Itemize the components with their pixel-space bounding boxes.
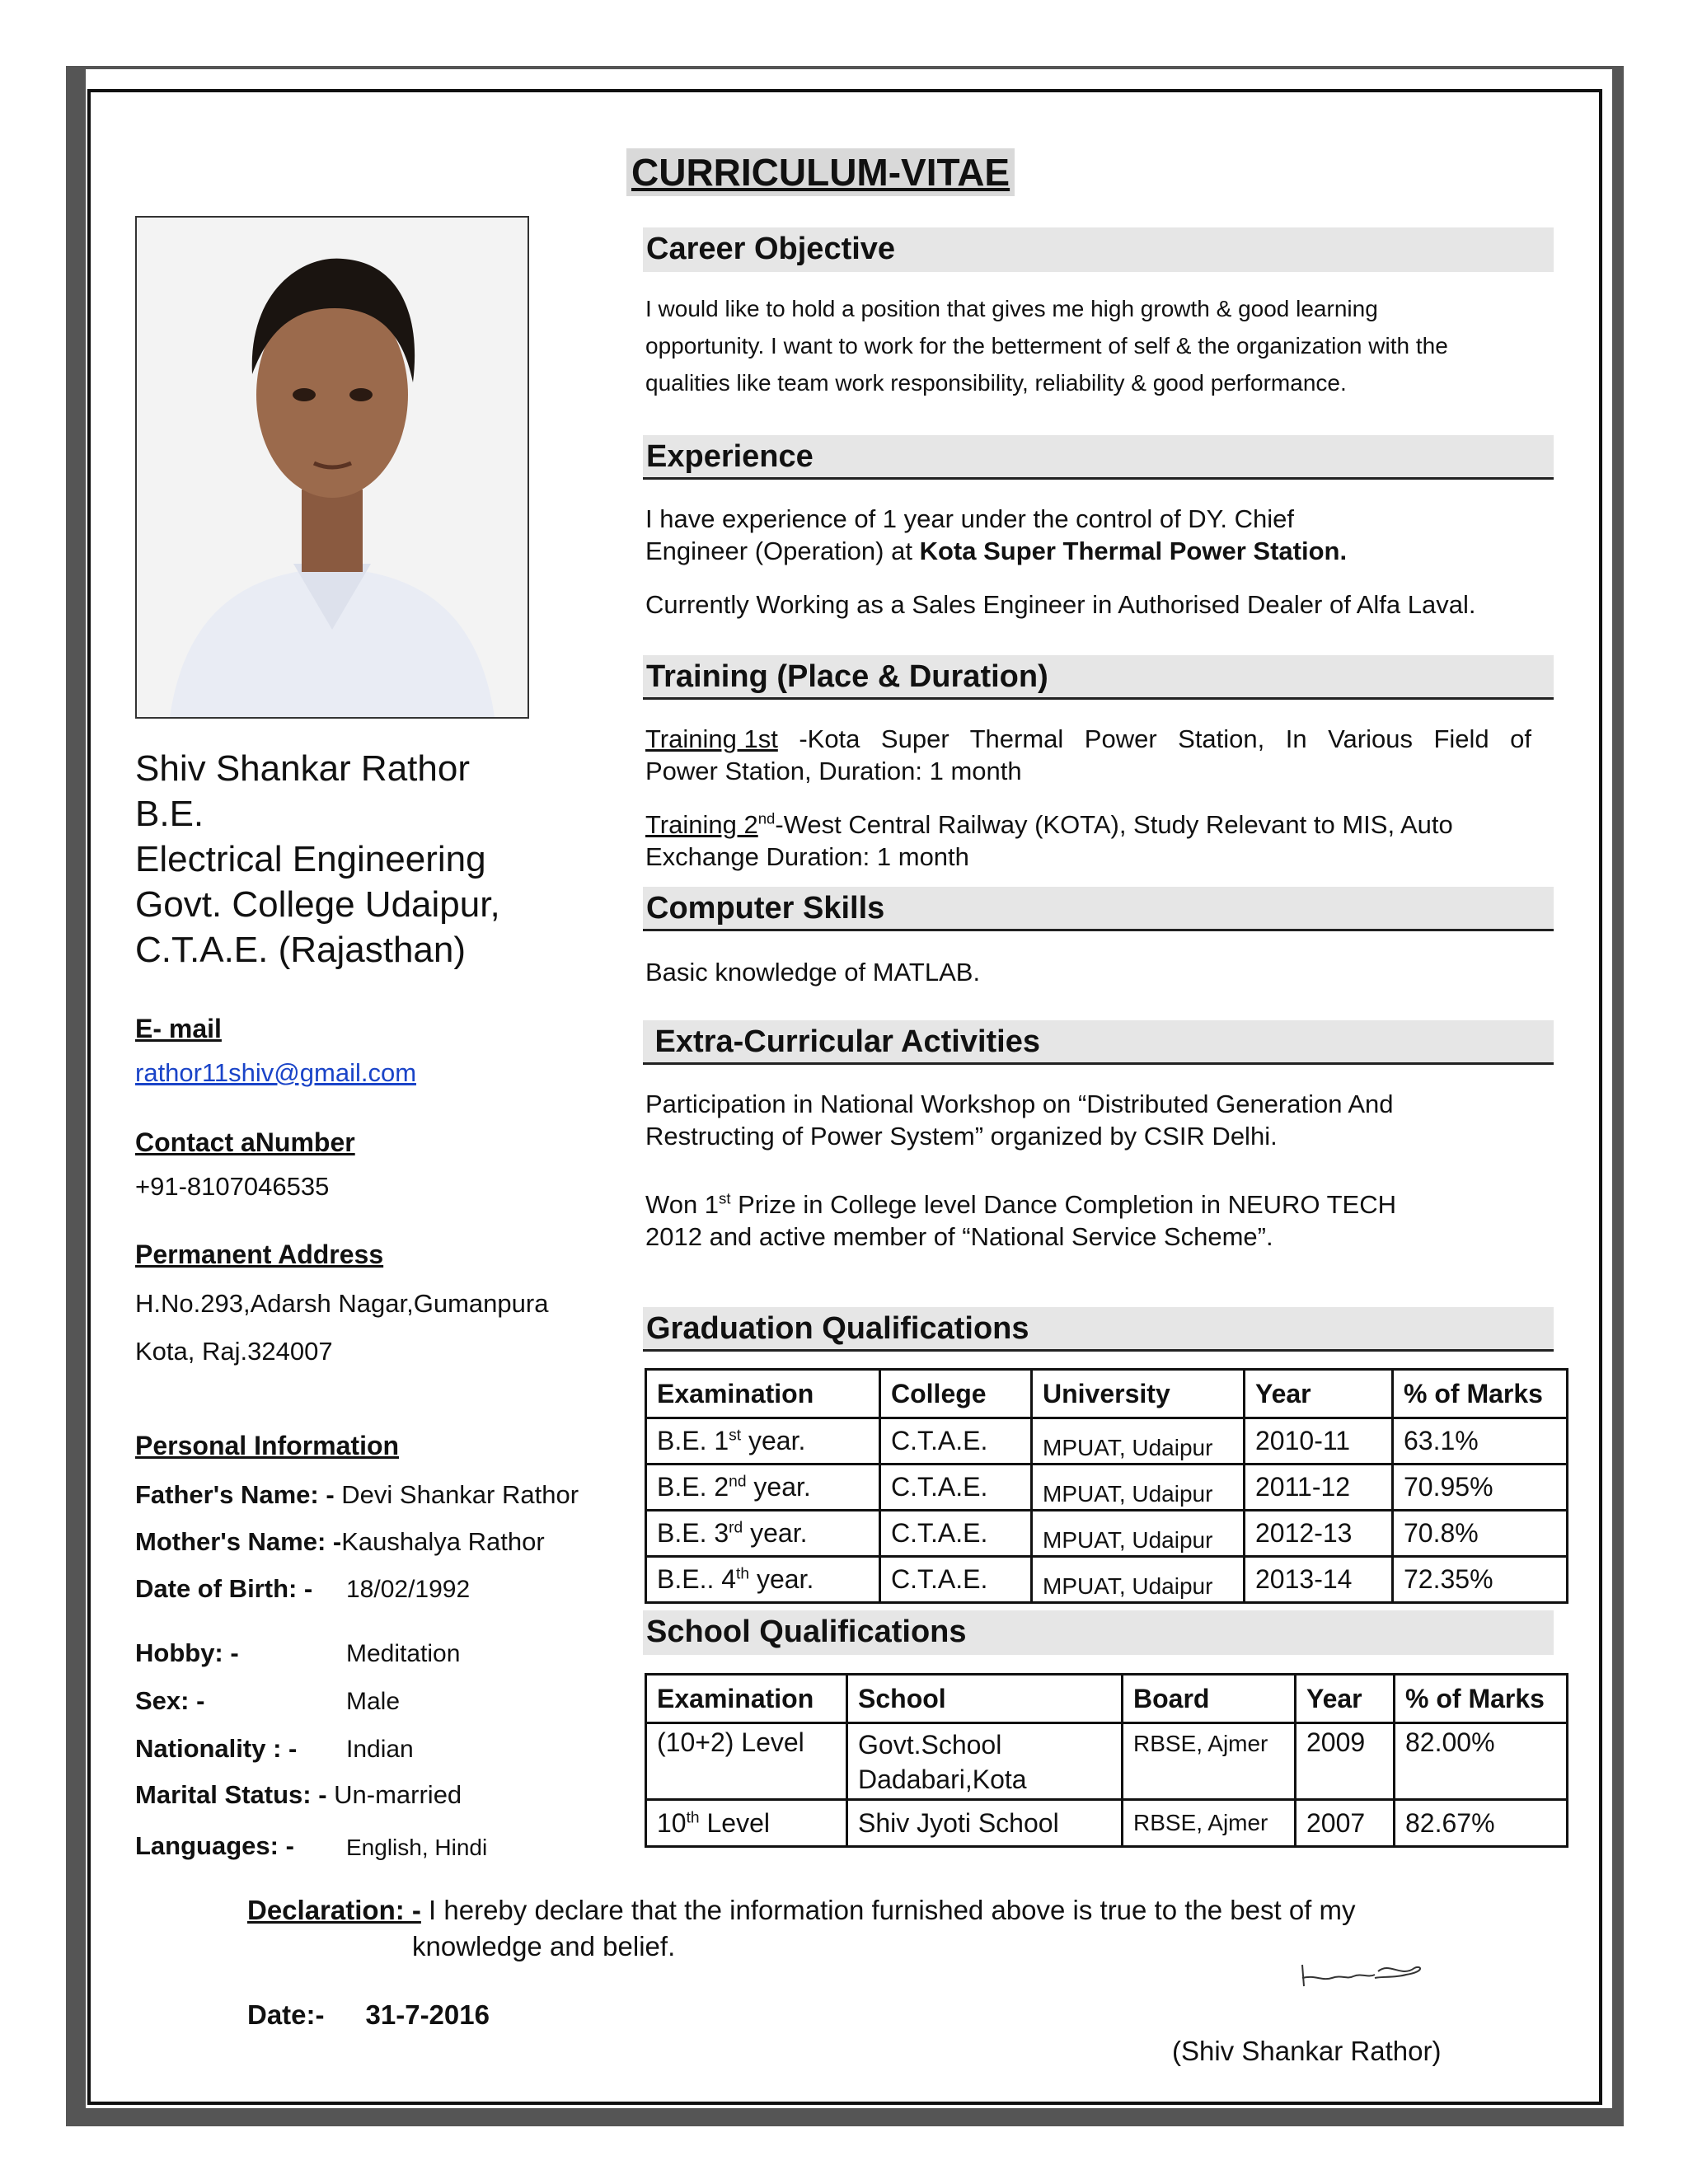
- experience-line-2: [645, 535, 1552, 567]
- career-objective-text: [645, 290, 1552, 401]
- board-cell: RBSE, Ajmer: [1123, 1723, 1296, 1800]
- phone-label: Contact aNumber: [135, 1127, 355, 1157]
- marital-value: Un-married: [326, 1780, 462, 1809]
- father-label: Father's Name: -: [135, 1480, 335, 1509]
- phone-number: +91-8107046535: [135, 1172, 330, 1201]
- declaration-label: Declaration: -: [247, 1895, 421, 1925]
- school-col-marks: % of Marks: [1395, 1675, 1568, 1723]
- school-col-board: Board: [1123, 1675, 1296, 1723]
- marks-cell: 82.67%: [1395, 1800, 1568, 1847]
- exam-cell: [646, 1511, 880, 1557]
- declaration-text-1: I hereby declare that the information furnished above is true to the best of my: [420, 1895, 1356, 1925]
- year-cell: 2010-11: [1245, 1418, 1393, 1465]
- graduation-col-marks: % of Marks: [1393, 1370, 1568, 1418]
- training-1-line-1: [645, 723, 1531, 755]
- school-name-line-2: Dadabari,Kota: [858, 1765, 1027, 1794]
- email-link[interactable]: rathor11shiv@gmail.com: [135, 1058, 417, 1087]
- year-cell: 2012-13: [1245, 1511, 1393, 1557]
- training-2-text: -West Central Railway (KOTA), Study Relevant to MIS, Auto: [775, 810, 1453, 839]
- personal-info-heading: Personal Information: [135, 1431, 400, 1460]
- exam-sup: st: [729, 1427, 742, 1445]
- experience-place: Kota Super Thermal Power Station.: [919, 537, 1348, 565]
- career-objective-line-1: I would like to hold a position that gives me high growth & good learning: [645, 296, 1378, 321]
- college-cell: C.T.A.E.: [880, 1511, 1032, 1557]
- profile-branch: Electrical Engineering: [135, 839, 486, 879]
- father-row: [135, 1480, 579, 1510]
- exam-text: B.E. 2: [657, 1472, 729, 1502]
- graduation-table: [645, 1368, 1568, 1604]
- table-row: [646, 1465, 1568, 1511]
- exam-cell: [646, 1800, 847, 1847]
- extra-curricular-p1-line-1: Participation in National Workshop on “Distributed Generation And: [645, 1090, 1394, 1118]
- year-cell: 2013-14: [1245, 1557, 1393, 1603]
- school-col-examination: Examination: [646, 1675, 847, 1723]
- university-cell: MPUAT, Udaipur: [1032, 1557, 1245, 1603]
- languages-label: Languages: -: [135, 1831, 294, 1860]
- experience-line-3: Currently Working as a Sales Engineer in Authorised Dealer of Alfa Laval.: [645, 590, 1476, 619]
- extra-curricular-text: [645, 1088, 1552, 1253]
- address-line-2: Kota, Raj.324007: [135, 1337, 333, 1366]
- career-objective-line-3: qualities like team work responsibility, reliability & good performance.: [645, 370, 1347, 396]
- declaration: [247, 1892, 1484, 1965]
- date-label: Date:-: [247, 1999, 325, 2030]
- year-cell: 2009: [1296, 1723, 1395, 1800]
- marks-cell: 63.1%: [1393, 1418, 1568, 1465]
- training-heading: Training (Place & Duration): [643, 655, 1554, 700]
- date-value: 31-7-2016: [365, 1999, 490, 2030]
- university-cell: MPUAT, Udaipur: [1032, 1418, 1245, 1465]
- table-row: [646, 1800, 1568, 1847]
- career-objective-line-2: opportunity. I want to work for the betterment of self & the organization with the: [645, 333, 1448, 359]
- school-table: [645, 1673, 1568, 1848]
- table-row: [646, 1557, 1568, 1603]
- nationality-value: Indian: [346, 1736, 414, 1763]
- year-cell: 2011-12: [1245, 1465, 1393, 1511]
- exam-suffix: Level: [699, 1807, 770, 1838]
- computer-skills-heading: Computer Skills: [643, 887, 1554, 931]
- mother-value: Kaushalya Rathor: [341, 1527, 545, 1556]
- table-row: [646, 1723, 1568, 1800]
- dob-row: [135, 1574, 312, 1604]
- exam-suffix: year.: [746, 1472, 811, 1502]
- school-col-school: School: [847, 1675, 1123, 1723]
- profile-photo: [135, 216, 529, 719]
- nationality-label: Nationality : -: [135, 1734, 298, 1763]
- marital-label: Marital Status: -: [135, 1780, 327, 1809]
- languages-value: English, Hindi: [346, 1835, 488, 1860]
- exam-text: B.E.. 4: [657, 1564, 737, 1594]
- graduation-col-college: College: [880, 1370, 1032, 1418]
- marks-cell: 82.00%: [1395, 1723, 1568, 1800]
- hobby-label: Hobby: -: [135, 1638, 239, 1667]
- document-title: CURRICULUM-VITAE: [626, 148, 1015, 196]
- school-heading: School Qualifications: [643, 1610, 1554, 1655]
- school-name-line-1: Govt.School: [858, 1730, 1002, 1760]
- marks-cell: 70.8%: [1393, 1511, 1568, 1557]
- college-cell: C.T.A.E.: [880, 1418, 1032, 1465]
- signature-name: (Shiv Shankar Rathor): [1172, 2036, 1442, 2066]
- exam-suffix: year.: [749, 1564, 814, 1594]
- college-cell: C.T.A.E.: [880, 1465, 1032, 1511]
- extra-curricular-p2-line-2: 2012 and active member of “National Service Scheme”.: [645, 1222, 1273, 1251]
- training-1-text: -Kota Super Thermal Power Station, In Various Field of: [777, 724, 1531, 753]
- university-cell: MPUAT, Udaipur: [1032, 1511, 1245, 1557]
- exam-cell: (10+2) Level: [646, 1723, 847, 1800]
- profile-college: Govt. College Udaipur,: [135, 884, 500, 925]
- address-line-1: H.No.293,Adarsh Nagar,Gumanpura: [135, 1289, 549, 1318]
- mother-label: Mother's Name: -: [135, 1527, 342, 1556]
- extra-curricular-p2-post: Prize in College level Dance Completion in NEURO TECH: [730, 1190, 1396, 1219]
- profile-degree: B.E.: [135, 794, 204, 834]
- extra-curricular-p1-line-2: Restructing of Power System” organized by CSIR Delhi.: [645, 1122, 1278, 1151]
- exam-cell: [646, 1465, 880, 1511]
- school-cell: [847, 1723, 1123, 1800]
- exam-sup: th: [736, 1565, 750, 1583]
- experience-line-1: I have experience of 1 year under the control of DY. Chief: [645, 504, 1294, 533]
- school-cell: Shiv Jyoti School: [847, 1800, 1123, 1847]
- declaration-line-1: [247, 1892, 1484, 1929]
- date-line: [247, 1999, 490, 2031]
- marks-cell: 70.95%: [1393, 1465, 1568, 1511]
- email-label: E- mail: [135, 1014, 222, 1043]
- graduation-col-examination: Examination: [646, 1370, 880, 1418]
- training-2-sup: nd: [757, 809, 776, 827]
- year-cell: 2007: [1296, 1800, 1395, 1847]
- training-2-line-1: [645, 808, 1531, 841]
- graduation-col-university: University: [1032, 1370, 1245, 1418]
- dob-value: 18/02/1992: [346, 1576, 471, 1603]
- experience-text: [645, 503, 1552, 621]
- profile-name: Shiv Shankar Rathor: [135, 748, 470, 789]
- training-1-label: Training 1st: [645, 724, 778, 753]
- experience-line-2a: Engineer (Operation) at: [645, 537, 920, 565]
- profile-college-2: C.T.A.E. (Rajasthan): [135, 930, 467, 970]
- address-label: Permanent Address: [135, 1240, 384, 1269]
- training-1-line-2: Power Station, Duration: 1 month: [645, 757, 1022, 785]
- exam-suffix: year.: [743, 1518, 808, 1548]
- sex-value: Male: [346, 1688, 401, 1715]
- training-text: [645, 723, 1531, 873]
- graduation-table-header: [646, 1370, 1568, 1418]
- mother-row: [135, 1527, 545, 1557]
- exam-sup: rd: [729, 1519, 743, 1537]
- graduation-heading: Graduation Qualifications: [643, 1307, 1554, 1352]
- school-col-year: Year: [1296, 1675, 1395, 1723]
- exam-sup: th: [686, 1808, 700, 1826]
- hobby-row: [135, 1638, 239, 1668]
- computer-skills-text: Basic knowledge of MATLAB.: [645, 958, 981, 987]
- hobby-value: Meditation: [346, 1640, 461, 1667]
- exam-text: B.E. 1: [657, 1426, 729, 1455]
- extra-curricular-p2-line-1: [645, 1188, 1552, 1221]
- extra-curricular-p2-pre: Won 1: [645, 1190, 720, 1219]
- experience-heading: Experience: [643, 435, 1554, 480]
- marital-row: [135, 1780, 462, 1810]
- father-value: Devi Shankar Rathor: [334, 1480, 579, 1509]
- college-cell: C.T.A.E.: [880, 1557, 1032, 1603]
- sex-label: Sex: -: [135, 1686, 205, 1715]
- exam-text: B.E. 3: [657, 1518, 729, 1548]
- extra-curricular-heading: Extra-Curricular Activities: [643, 1020, 1554, 1065]
- career-objective-heading: Career Objective: [643, 227, 1554, 272]
- graduation-col-year: Year: [1245, 1370, 1393, 1418]
- exam-suffix: year.: [741, 1426, 806, 1455]
- training-2-line-2: Exchange Duration: 1 month: [645, 842, 969, 871]
- profile-summary: [135, 746, 500, 972]
- declaration-line-2: knowledge and belief.: [412, 1931, 676, 1961]
- training-2-label: Training 2: [645, 810, 758, 839]
- exam-sup: nd: [729, 1473, 747, 1491]
- signature-image: [1299, 1953, 1431, 1994]
- exam-cell: [646, 1557, 880, 1603]
- exam-text: 10: [657, 1807, 687, 1838]
- board-cell: RBSE, Ajmer: [1123, 1800, 1296, 1847]
- nationality-row: [135, 1734, 297, 1764]
- table-row: [646, 1418, 1568, 1465]
- sex-row: [135, 1686, 204, 1716]
- dob-label: Date of Birth: -: [135, 1574, 313, 1603]
- school-table-header: [646, 1675, 1568, 1723]
- university-cell: MPUAT, Udaipur: [1032, 1465, 1245, 1511]
- marks-cell: 72.35%: [1393, 1557, 1568, 1603]
- extra-curricular-p2-sup: st: [719, 1189, 731, 1207]
- exam-cell: [646, 1418, 880, 1465]
- table-row: [646, 1511, 1568, 1557]
- languages-row: [135, 1831, 294, 1861]
